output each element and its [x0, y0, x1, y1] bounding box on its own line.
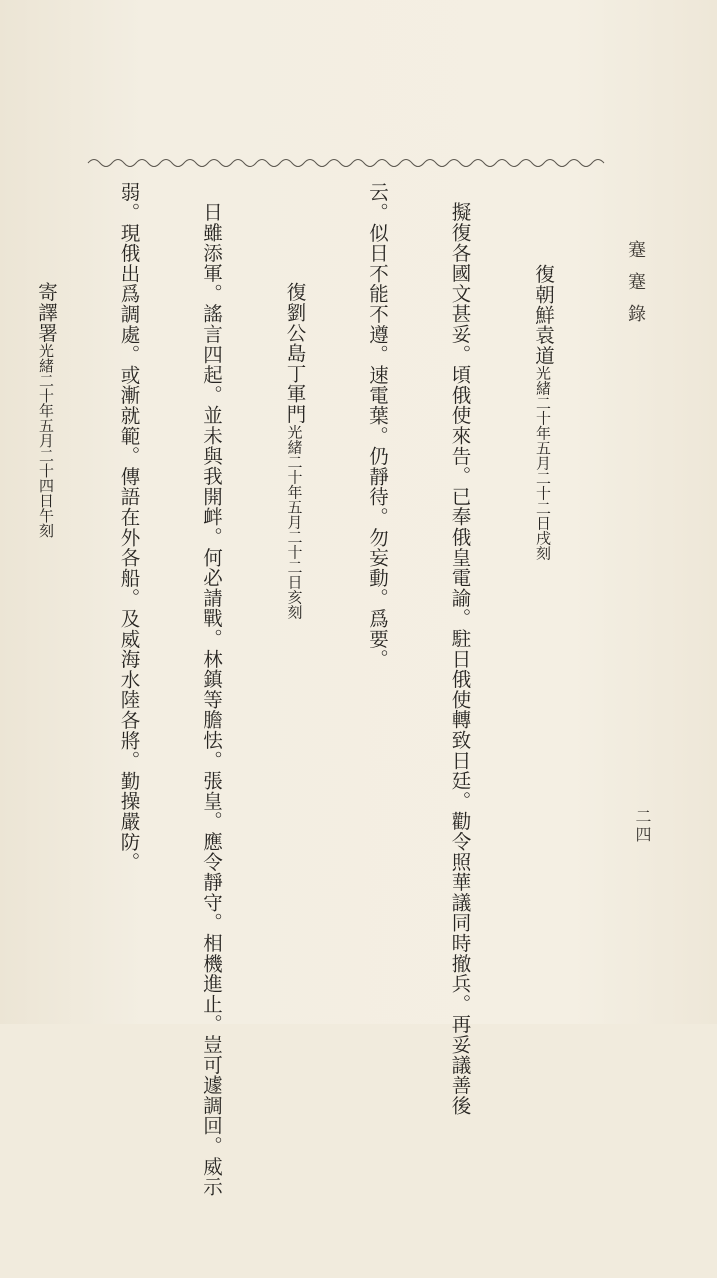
text-column: 云。似日不能不遵。速電葉。仍靜待。勿妄動。爲要。	[366, 182, 389, 670]
telegram-date-3: 光緒二十年五月二十四日午刻	[37, 342, 55, 538]
text-column: 擬復各國文甚妥。頃俄使來告。已奉俄皇電諭。駐日俄使轉致日廷。勸令照華議同時撤兵。再妥議善後	[448, 202, 472, 1116]
text-column: 日雖添軍。謠言四起。並未與我開衅。何必請戰。林鎮等膽怯。張皇。應令靜守。相機進止。豈可遽調回。威示	[200, 202, 223, 1197]
telegram-title-2: 復劉公島丁軍門光緒二十年五月二十二日亥刻	[283, 282, 307, 620]
page-number: 二四	[633, 808, 652, 844]
vertical-text-body	[35, 182, 612, 1197]
text-column: 弱。現俄出爲調處。或漸就範。傳語在外各船。及威海水陸各將。勤操嚴防。	[117, 182, 141, 873]
telegram-date-1: 光緒二十年五月二十二日戌刻	[534, 365, 552, 561]
telegram-title-3: 寄譯署光緒二十年五月二十四日午刻	[35, 282, 58, 538]
running-title: 蹇蹇錄	[625, 240, 646, 336]
telegram-date-2: 光緒二十年五月二十二日亥刻	[285, 424, 304, 620]
telegram-title-1: 復朝鮮袁道光緒二十年五月二十二日戌刻	[532, 264, 555, 561]
wavy-divider-rule	[88, 152, 608, 174]
